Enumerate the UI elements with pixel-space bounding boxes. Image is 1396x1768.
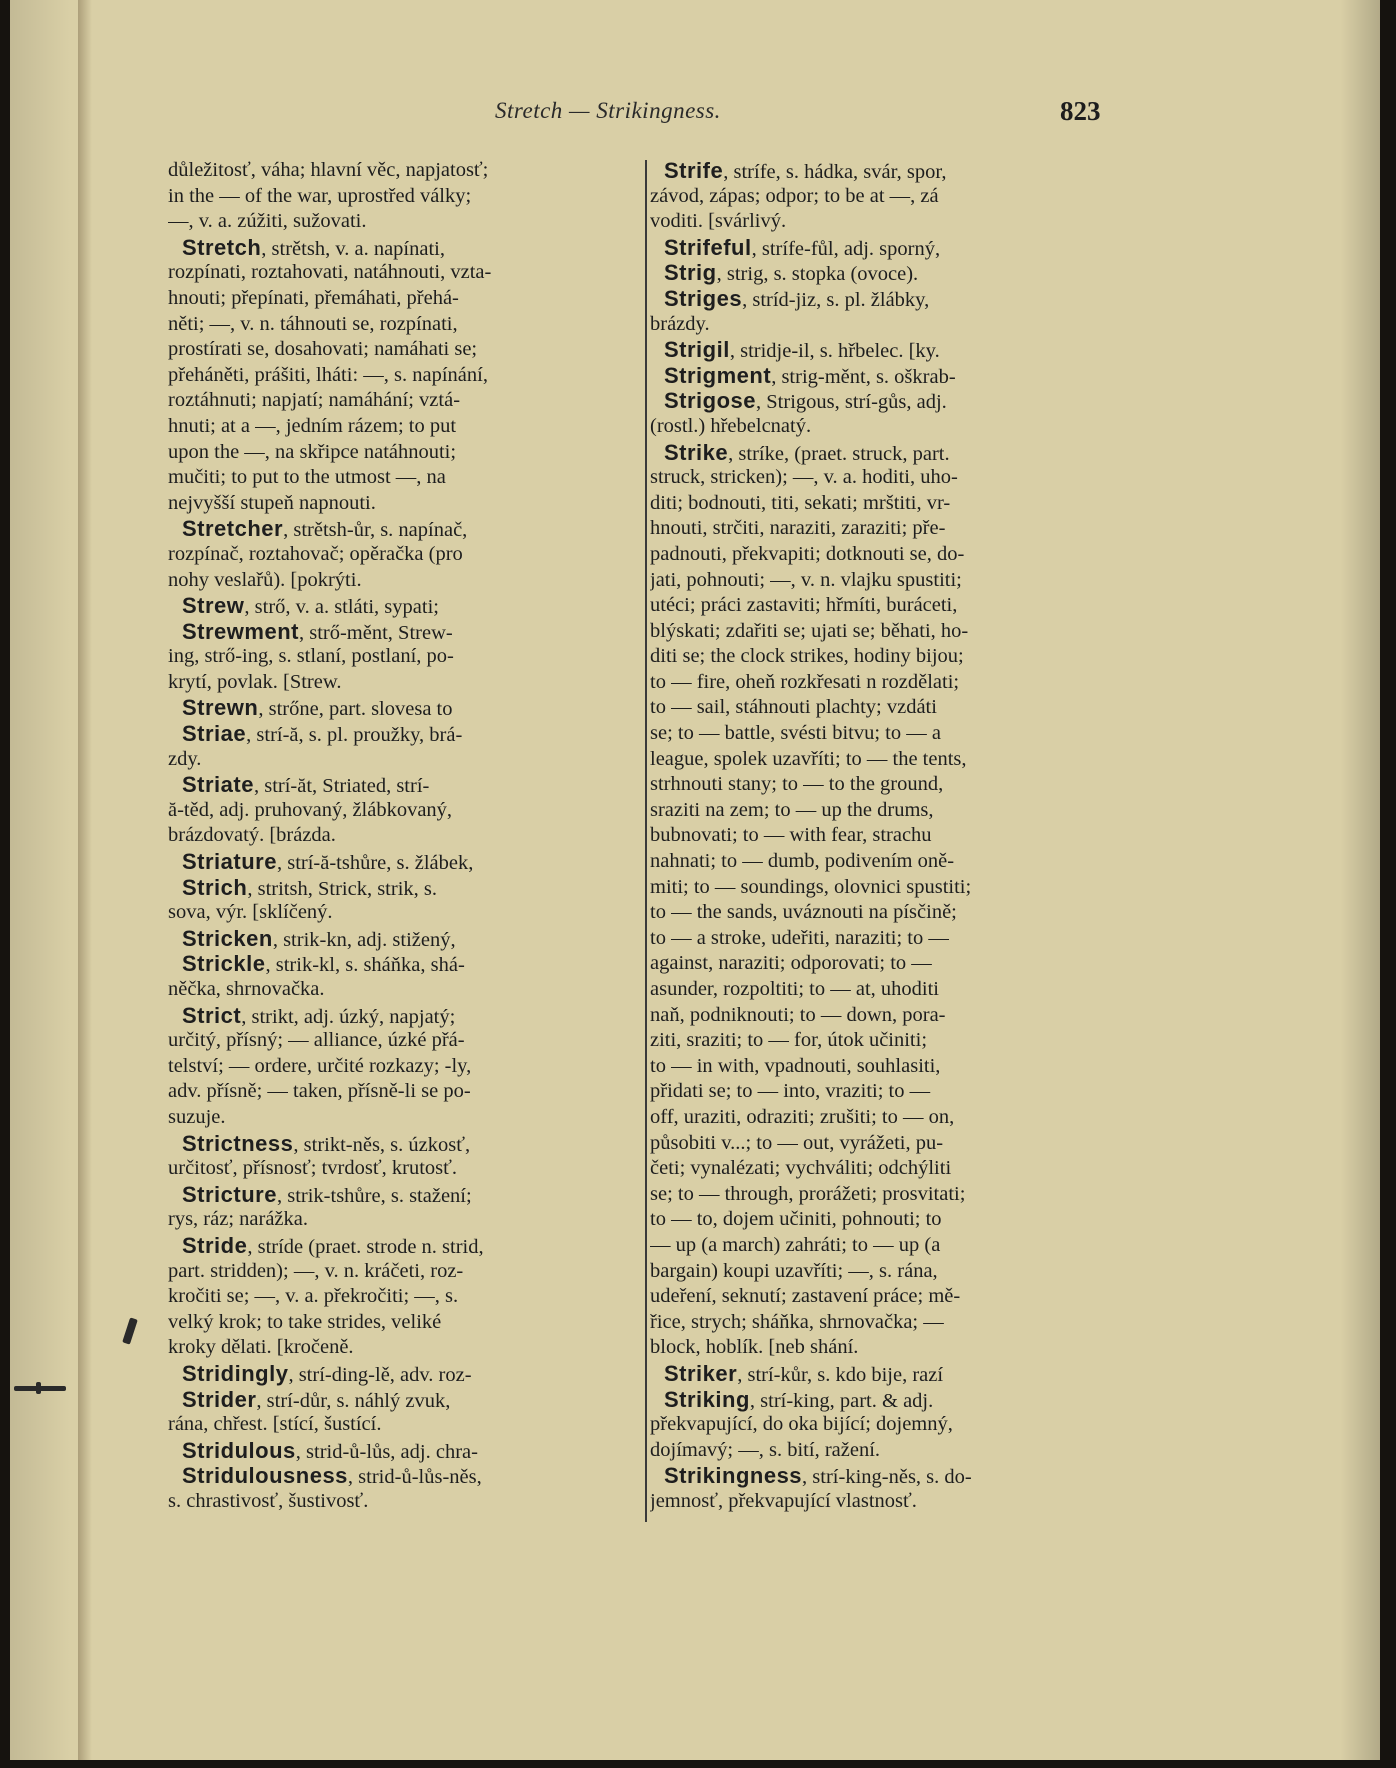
left-column-line: přeháněti, prášiti, lháti: —, s. napínání,	[168, 363, 488, 386]
headword: Strikingness	[664, 1463, 803, 1489]
right-column-line: league, spolek uzavříti; to — the tents,	[650, 747, 967, 770]
left-column-line: důležitosť, váha; hlavní věc, napjatosť;	[168, 159, 489, 181]
right-column-line: Striker, strí-kůr, s. kdo bije, razí	[664, 1360, 944, 1386]
right-column-line: to — the sands, uváznouti na písčině;	[650, 901, 957, 924]
right-column-line: naň, podniknouti; to — down, pora-	[650, 1003, 946, 1026]
right-column-line: řice, strych; sháňka, shrnovačka; —	[650, 1310, 944, 1333]
headword: Stricken	[182, 925, 273, 951]
left-column-line: Strew, strő, v. a. stláti, sypati;	[182, 593, 439, 619]
headword: Strifeful	[664, 234, 752, 260]
headword: Strigment	[664, 362, 772, 388]
right-column-line: blýskati; zdařiti se; ujati se; běhati, ho-	[650, 619, 969, 642]
left-column-line: velký krok; to take strides, veliké	[168, 1310, 442, 1333]
left-column-line: Strict, strikt, adj. úzký, napjatý;	[182, 1002, 456, 1028]
right-column-line: Strikingness, strí-king-něs, s. do-	[664, 1463, 972, 1489]
left-column-line: prostírati se, dosahovati; namáhati se;	[168, 338, 478, 361]
headword: Striature	[182, 849, 277, 875]
headword: Stricture	[182, 1181, 277, 1207]
right-column-line: to — a stroke, udeřiti, naraziti; to —	[650, 926, 949, 949]
left-column-line: něti; —, v. n. táhnouti se, rozpínati,	[168, 312, 458, 335]
left-column-line: Stretch, strětsh, v. a. napínati,	[182, 234, 445, 260]
right-column-line: struck, stricken); —, v. a. hoditi, uho-	[650, 466, 958, 489]
right-column-line: to — in with, vpadnouti, souhlasiti,	[650, 1054, 941, 1077]
right-column-line: přidati se; to — into, vraziti; to —	[650, 1080, 931, 1103]
right-column-line: miti; to — soundings, olovnici spustiti;	[650, 875, 972, 898]
right-column-line: (rostl.) hřebelcnatý.	[650, 414, 812, 437]
left-column-line: krytí, povlak. [Strew.	[168, 670, 342, 693]
left-column-line: nejvyšší stupeň napnouti.	[168, 491, 376, 514]
right-column-line: to — sail, stáhnouti plachty; vzdáti	[650, 696, 937, 719]
left-column-line: in the — of the war, uprostřed války;	[168, 184, 472, 207]
headword: Stride	[182, 1232, 248, 1258]
headword: Strigose	[664, 388, 757, 414]
left-column-line: —, v. a. zúžiti, sužovati.	[168, 210, 367, 233]
left-column-line: nohy veslařů). [pokrýti.	[168, 568, 362, 591]
right-column-line: brázdy.	[650, 312, 710, 335]
page-number: 823	[1060, 96, 1101, 126]
right-column-line: nahnati; to — dumb, podivením oně-	[650, 850, 955, 873]
left-column-line: určitosť, přísnosť; tvrdosť, krutosť.	[168, 1157, 458, 1180]
right-column-line: voditi. [svárlivý.	[650, 210, 787, 233]
left-column-line: něčka, shrnovačka.	[168, 978, 325, 1000]
right-column-line: Strigment, strig-měnt, s. oškrab-	[664, 362, 956, 388]
headword: Strewment	[182, 618, 299, 644]
right-column-line: utéci; práci zastaviti; hřmíti, buráceti,	[650, 594, 958, 617]
headword: Striking	[664, 1386, 750, 1412]
right-column-line: hnouti, strčiti, naraziti, zaraziti; pře-	[650, 517, 946, 540]
left-column-line: Strich, stritsh, Strick, strik, s.	[182, 874, 437, 900]
right-column-line: — up (a march) zahráti; to — up (a	[650, 1233, 941, 1256]
right-column-line: překvapující, do oka bijící; dojemný,	[650, 1413, 953, 1436]
right-column-line: Strigose, Strigous, strí-gůs, adj.	[664, 388, 947, 414]
right-column-line: Striges, stríd-jiz, s. pl. žlábky,	[664, 285, 930, 311]
left-column-line: zdy.	[168, 747, 202, 770]
left-column-line: upon the —, na skřipce natáhnouti;	[168, 440, 457, 463]
headword: Striker	[664, 1360, 738, 1386]
right-column-line: udeření, seknutí; zastavení práce; mě-	[650, 1285, 961, 1308]
right-column-line: padnouti, překvapiti; dotknouti se, do-	[650, 542, 965, 565]
left-column-line: kročiti se; —, v. a. překročiti; —, s.	[168, 1285, 459, 1308]
left-column-line: Strictness, strikt-něs, s. úzkosť,	[182, 1130, 471, 1156]
left-column-line: rána, chřest. [stící, šustící.	[168, 1413, 382, 1436]
right-column-line: se; to — through, prorážeti; prosvitati;	[650, 1182, 966, 1205]
right-column-line: se; to — battle, svésti bitvu; to — a	[650, 722, 941, 745]
right-column-line: bubnovati; to — with fear, strachu	[650, 824, 932, 847]
headword: Strike	[664, 439, 729, 465]
right-column-line: to — to, dojem učiniti, pohnouti; to	[650, 1208, 942, 1231]
right-column-line: against, naraziti; odporovati; to —	[650, 952, 932, 975]
headword: Strigil	[664, 337, 730, 363]
headword: Striae	[182, 721, 247, 747]
headword: Strictness	[182, 1130, 294, 1156]
right-column-line: bargain) koupi uzavříti; —, s. rána,	[650, 1259, 938, 1282]
left-column-line: sova, výr. [sklíčený.	[168, 901, 333, 924]
left-column-line: určitý, přísný; — alliance, úzké přá-	[168, 1029, 465, 1052]
headword: Stridulousness	[182, 1463, 348, 1489]
left-column-line: telství; — ordere, určité rozkazy; -ly,	[168, 1054, 472, 1077]
headword: Stridulous	[182, 1437, 296, 1463]
right-column-line: off, uraziti, odraziti; zrušiti; to — on,	[650, 1105, 955, 1128]
right-column-line: block, hoblík. [neb shání.	[650, 1336, 859, 1359]
headword: Strig	[664, 260, 717, 286]
left-column-line: adv. přísně; — taken, přísně-li se po-	[168, 1080, 471, 1103]
left-column-line: Striae, strí-ă, s. pl. proužky, brá-	[182, 721, 463, 747]
right-column-line: Strife, strífe, s. hádka, svár, spor,	[664, 158, 947, 183]
right-column-line: diti; bodnouti, titi, sekati; mrštiti, vr-	[650, 491, 951, 514]
right-column	[650, 158, 1120, 1514]
left-column-line: suzuje.	[168, 1105, 226, 1128]
right-column-line: to — fire, oheň rozkřesati n rozdělati;	[650, 670, 960, 693]
left-column-line: Strider, strí-důr, s. náhlý zvuk,	[182, 1386, 451, 1412]
column-divider	[645, 160, 647, 1522]
left-column-line: ă-těd, adj. pruhovaný, žlábkovaný,	[168, 798, 453, 821]
headword: Strew	[182, 593, 245, 619]
left-column-line: Strewment, strő-měnt, Strew-	[182, 618, 453, 644]
headword: Striges	[664, 285, 743, 311]
left-column-line: rozpínati, roztahovati, natáhnouti, vzta-	[168, 261, 492, 284]
headword: Strickle	[182, 951, 266, 977]
right-column-line: asunder, rozpoltiti; to — at, uhoditi	[650, 978, 939, 1000]
left-column-line: Stridulousness, strid-ů-lůs-něs,	[182, 1463, 482, 1489]
left-column-line: ing, strő-ing, s. stlaní, postlaní, po-	[168, 645, 454, 668]
headword: Stridingly	[182, 1360, 289, 1386]
left-column-line: Stretcher, strětsh-ůr, s. napínač,	[182, 516, 468, 542]
left-column	[168, 158, 640, 1514]
left-column-line: rys, ráz; narážka.	[168, 1208, 308, 1231]
right-column-line: Strifeful, strífe-fůl, adj. sporný,	[664, 234, 941, 260]
right-column-line: ziti, sraziti; to — for, útok učiniti;	[650, 1029, 928, 1052]
right-column-line: Strigil, stridje-il, s. hřbelec. [ky.	[664, 337, 940, 363]
left-column-line: brázdovatý. [brázda.	[168, 824, 336, 847]
headword: Strife	[664, 158, 724, 183]
left-column-line: rozpínač, roztahovač; opěračka (pro	[168, 542, 463, 565]
left-column-line: hnuti; at a —, jedním rázem; to put	[168, 414, 457, 437]
left-column-line: kroky dělati. [kročeně.	[168, 1336, 354, 1359]
left-column-line: Stride, stríde (praet. strode n. strid,	[182, 1232, 484, 1258]
left-column-line: part. stridden); —, v. n. kráčeti, roz-	[168, 1259, 464, 1282]
right-column-line: Striking, strí-king, part. & adj.	[664, 1386, 934, 1412]
headword: Strich	[182, 874, 248, 900]
left-column-line: Striate, strí-ăt, Striated, strí-	[182, 772, 430, 798]
headword: Strewn	[182, 695, 259, 721]
gutter-shadow	[78, 0, 92, 1760]
headword: Stretch	[182, 234, 262, 260]
left-column-line: mučiti; to put to the utmost —, na	[168, 466, 446, 489]
left-column-line: Strickle, strik-kl, s. sháňka, shá-	[182, 951, 465, 977]
left-column-line: Stridulous, strid-ů-lůs, adj. chra-	[182, 1437, 478, 1463]
right-column-line: působiti v...; to — out, vyrážeti, pu-	[650, 1131, 944, 1154]
left-column-line: Stricture, strik-tshůre, s. stažení;	[182, 1181, 472, 1207]
left-column-line: Stricken, strik-kn, adj. stižený,	[182, 925, 456, 951]
right-column-line: dojímavý; —, s. bití, ražení.	[650, 1438, 881, 1461]
left-column-line: Striature, strí-ă-tshůre, s. žlábek,	[182, 849, 474, 875]
right-column-line: Strike, stríke, (praet. struck, part.	[664, 439, 950, 465]
right-column-line: sraziti na zem; to — up the drums,	[650, 798, 934, 821]
margin-ink-mark	[36, 1382, 41, 1394]
left-column-line: hnouti; přepínati, přemáhati, přehá-	[168, 286, 459, 309]
right-column-line: závod, zápas; odpor; to be at —, zá	[650, 184, 939, 207]
running-head: Stretch — Strikingness.	[495, 98, 721, 123]
left-column-line: Strewn, strőne, part. slovesa to	[182, 695, 453, 721]
headword: Striate	[182, 772, 254, 798]
headword: Stretcher	[182, 516, 284, 542]
right-column-line: Strig, strig, s. stopka (ovoce).	[664, 260, 919, 286]
right-column-line: diti se; the clock strikes, hodiny bijou;	[650, 645, 964, 668]
left-column-line: Stridingly, strí-ding-lě, adv. roz-	[182, 1360, 472, 1386]
right-column-line: četi; vynalézati; vychváliti; odchýliti	[650, 1157, 952, 1180]
right-column-line: jemnosť, překvapující vlastnosť.	[650, 1489, 917, 1512]
headword: Strict	[182, 1002, 242, 1028]
right-column-line: jati, pohnouti; —, v. n. vlajku spustiti;	[650, 568, 962, 591]
left-column-line: roztáhnuti; napjatí; namáhání; vztá-	[168, 389, 461, 412]
right-column-line: strhnouti stany; to — to the ground,	[650, 773, 944, 796]
headword: Strider	[182, 1386, 257, 1412]
left-column-line: s. chrastivosť, šustivosť.	[168, 1489, 369, 1512]
